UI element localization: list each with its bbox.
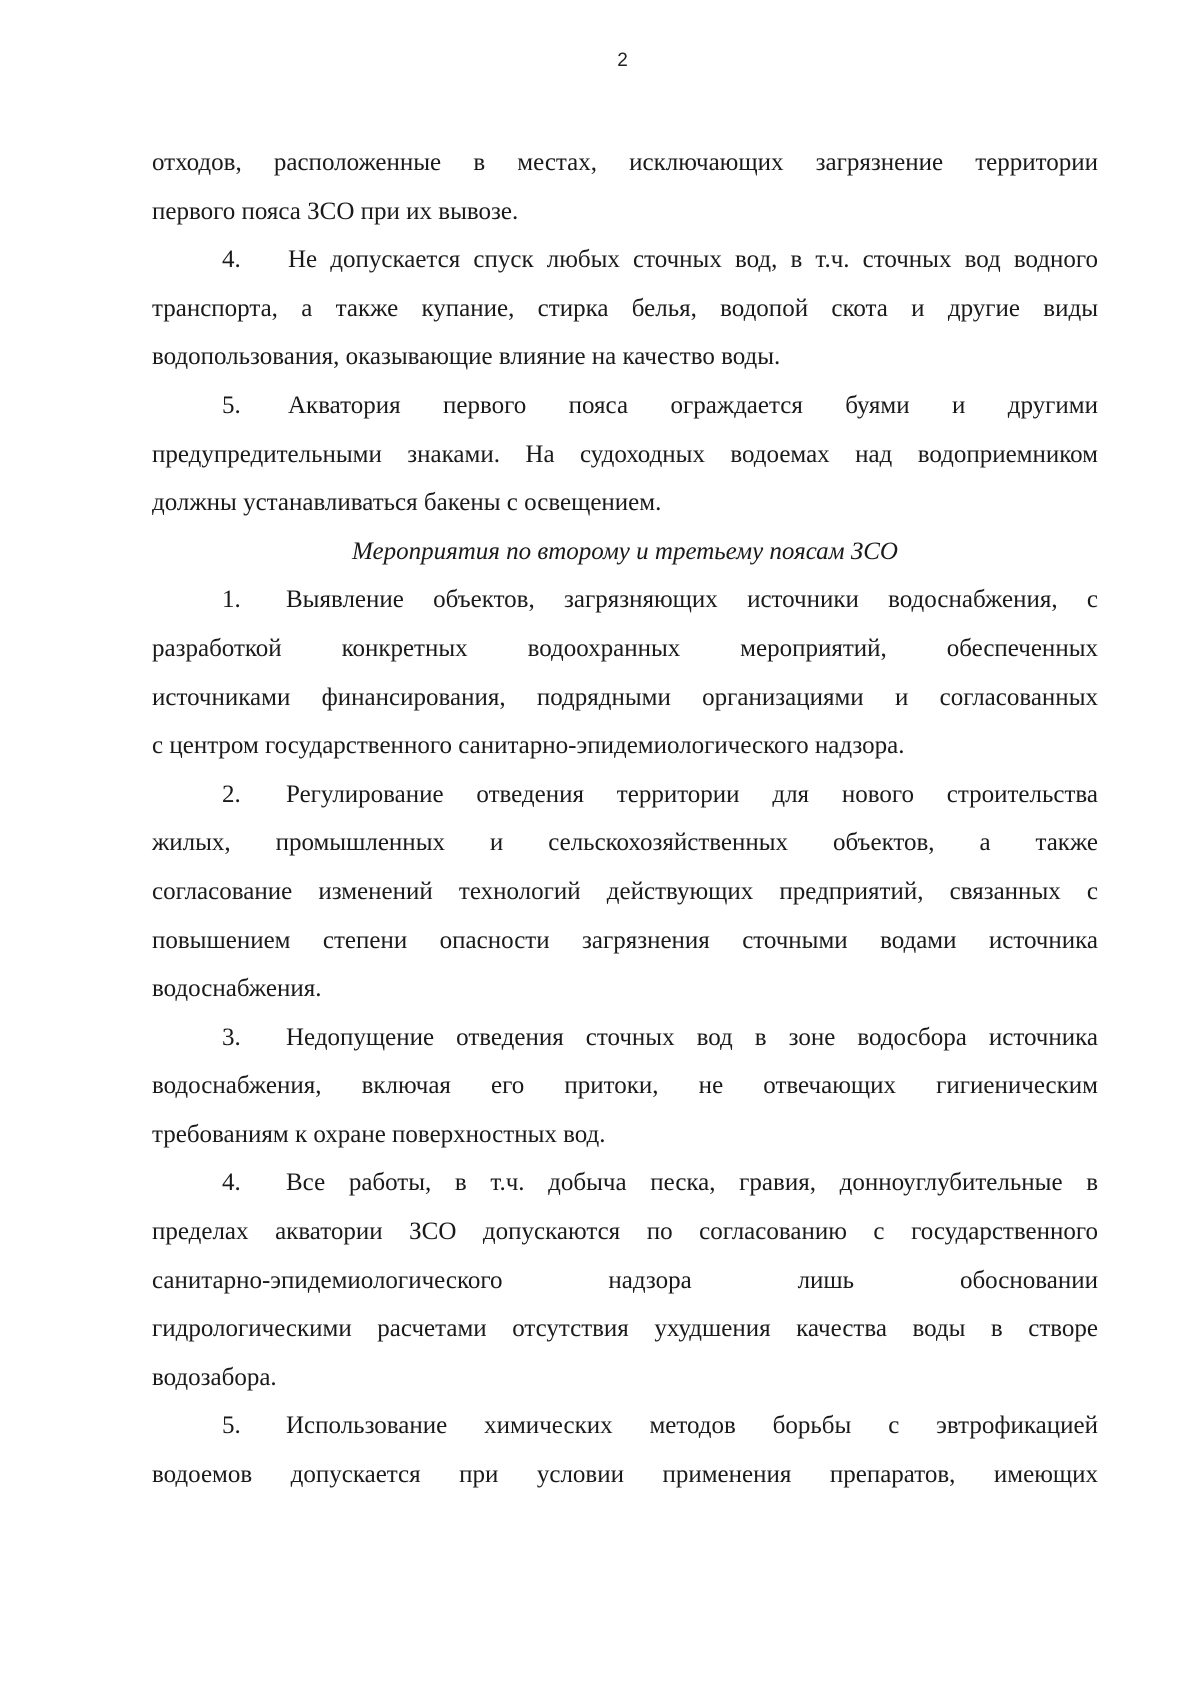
list-item-first-line (152, 1159, 1098, 1208)
list-item-first-line (152, 382, 1098, 431)
text-segment: Использование химических методов борьбы с эвтрофикацией (286, 1412, 1098, 1440)
list-item-first-line (152, 771, 1098, 820)
text-segment: Все работы, в т.ч. добыча песка, гравия, донноуглубительные в (286, 1169, 1098, 1197)
text-line: транспорта, а также купание, стирка белья, водопой скота и другие виды (152, 294, 1098, 322)
document-body (152, 139, 1098, 1500)
text-line: должны устанавливаться бакены с освещением. (152, 489, 662, 517)
section-heading: Мероприятия по второму и третьему поясам ЗСО (352, 537, 898, 565)
list-number: 4. (222, 246, 241, 274)
list-number: 5. (222, 391, 241, 419)
text-segment: Не допускается спуск любых сточных вод, в т.ч. сточных вод водного (288, 246, 1098, 274)
text-line: санитарно-эпидемиологического надзора лишь обосновании (152, 1266, 1098, 1294)
text-line: водоснабжения. (152, 975, 322, 1003)
page-number: 2 (617, 50, 628, 71)
text-line: пределах акватории ЗСО допускаются по согласованию с государственного (152, 1218, 1098, 1246)
list-number: 4. (222, 1169, 241, 1197)
text-line: жилых, промышленных и сельскохозяйственных объектов, а также (152, 829, 1098, 857)
list-number: 1. (222, 586, 241, 614)
text-line: отходов, расположенные в местах, исключающих загрязнение территории (152, 149, 1098, 176)
text-segment: Акватория первого пояса ограждается буями и другими (288, 391, 1098, 419)
text-line: гидрологическими расчетами отсутствия ухудшения качества воды в створе (152, 1315, 1098, 1343)
text-segment: Недопущение отведения сточных вод в зоне водосбора источника (286, 1023, 1098, 1051)
text-segment: Регулирование отведения территории для нового строительства (286, 780, 1098, 808)
text-line: согласование изменений технологий действующих предприятий, связанных с (152, 877, 1098, 905)
text-line: с центром государственного санитарно-эпидемиологического надзора. (152, 732, 905, 760)
list-number: 3. (222, 1023, 241, 1051)
text-line: требованиям к охране поверхностных вод. (152, 1120, 606, 1148)
text-line: водозабора. (152, 1363, 277, 1391)
list-item-first-line (152, 1014, 1098, 1063)
text-line: водоснабжения, включая его притоки, не отвечающих гигиеническим (152, 1072, 1098, 1100)
text-line: водопользования, оказывающие влияние на качество воды. (152, 343, 781, 371)
text-line: предупредительными знаками. На судоходных водоемах над водоприемником (152, 440, 1098, 468)
list-number: 5. (222, 1412, 241, 1440)
text-line: водоемов допускается при условии применения препаратов, имеющих (152, 1461, 1098, 1489)
list-item-first-line (152, 1402, 1098, 1451)
text-segment: Выявление объектов, загрязняющих источники водоснабжения, с (286, 586, 1098, 614)
list-number: 2. (222, 780, 241, 808)
list-item-first-line (152, 576, 1098, 625)
text-line: разработкой конкретных водоохранных мероприятий, обеспеченных (152, 634, 1098, 662)
list-item-first-line (152, 236, 1098, 285)
text-line: первого пояса ЗСО при их вывозе. (152, 197, 519, 225)
text-line: повышением степени опасности загрязнения сточными водами источника (152, 926, 1098, 954)
text-line: источниками финансирования, подрядными организациями и согласованных (152, 683, 1098, 711)
